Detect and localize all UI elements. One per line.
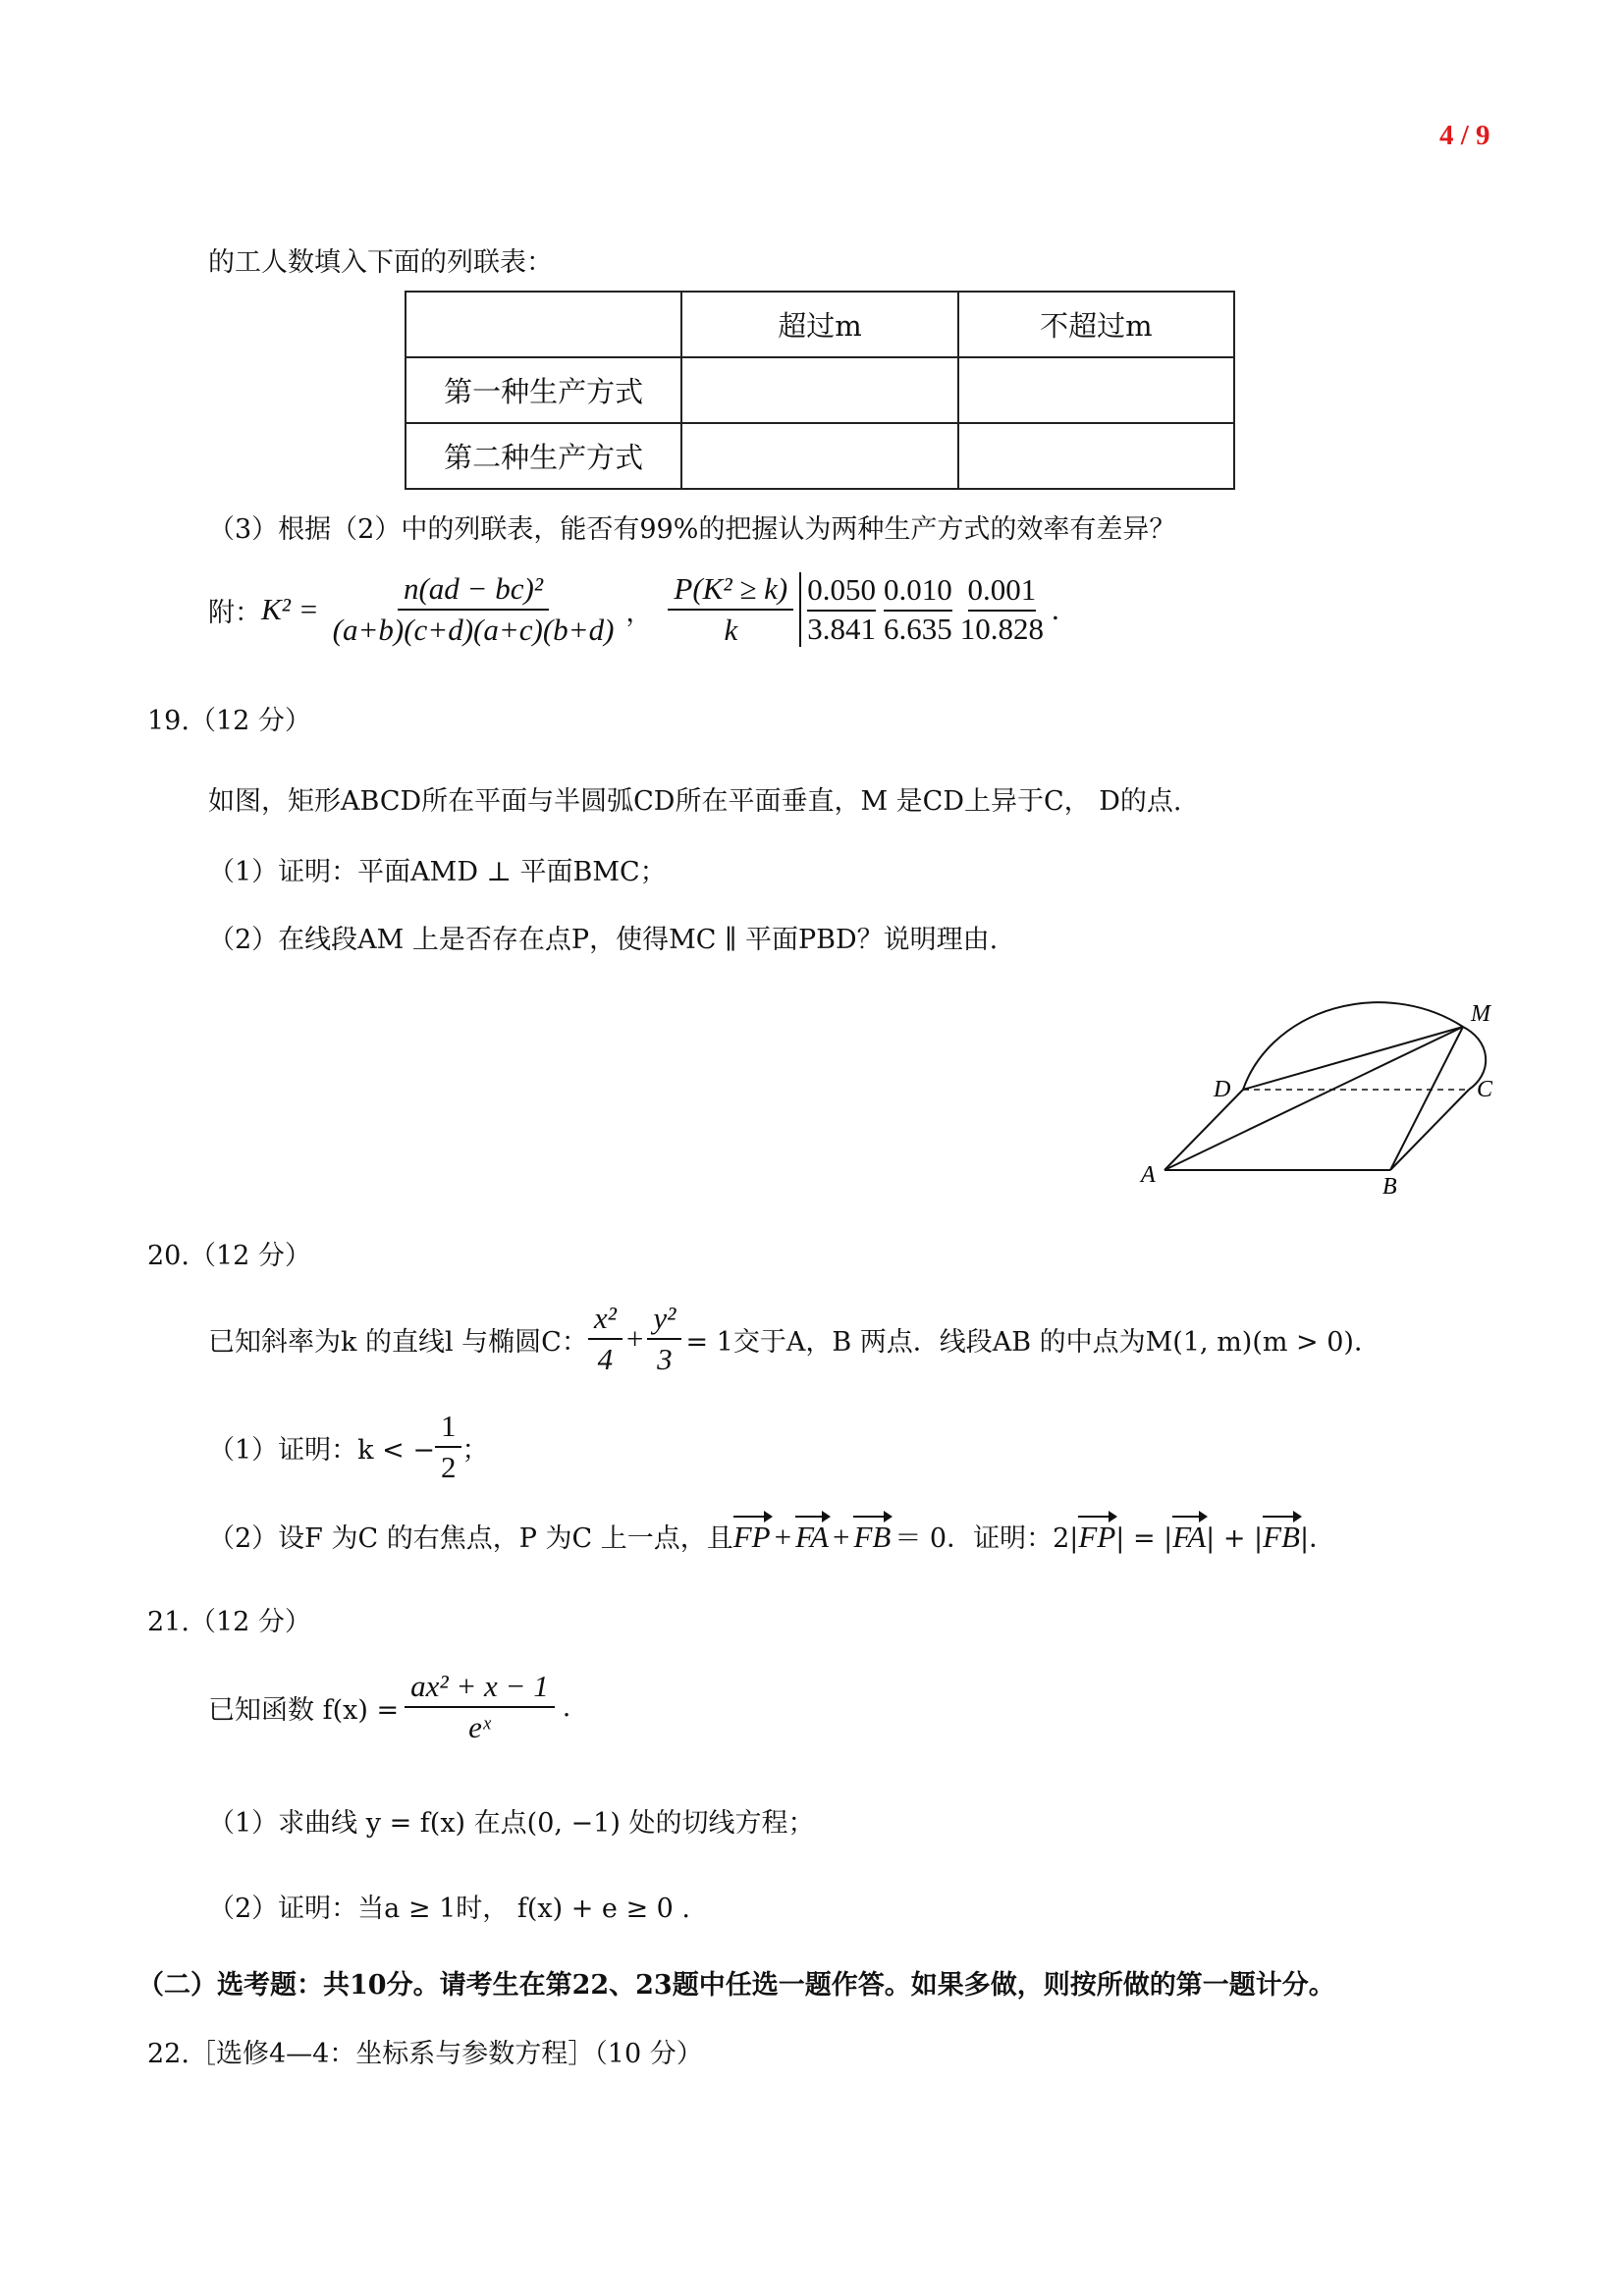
label-a: A	[1141, 1162, 1156, 1188]
q20-part2-eq: ＝ 0．证明：2|	[894, 1523, 1079, 1554]
q20-part2-mid: | = |	[1115, 1523, 1173, 1554]
edge-am	[1164, 1027, 1463, 1170]
vector-fa: FA	[1172, 1520, 1207, 1554]
half-fraction	[435, 1409, 462, 1485]
geometry-figure	[1129, 972, 1502, 1207]
q20-stem-a: 已知斜率为k 的直线l 与椭圆C：	[208, 1326, 588, 1358]
table-cell: 第一种生产方式	[406, 357, 681, 423]
k-label: k	[724, 613, 738, 647]
q20-part2-mid2: | + |	[1206, 1523, 1264, 1554]
vector-fb: FB	[1263, 1520, 1300, 1554]
vector-fp: FP	[1078, 1520, 1116, 1554]
table-header-cell	[406, 292, 681, 357]
q21-heading: 21.（12 分）	[147, 1607, 311, 1637]
p-value: 0.050	[807, 572, 876, 612]
q20-stem-b: = 1交于A，B 两点．线段AB 的中点为M(1, m)(m > 0)．	[685, 1326, 1380, 1358]
appendix-label: 附：	[208, 597, 261, 628]
vector-fb: FB	[853, 1520, 892, 1554]
table-row	[406, 423, 1234, 489]
q21-stem-b: .	[562, 1691, 571, 1723]
edge-ad	[1164, 1090, 1243, 1170]
q20-part1	[208, 1409, 488, 1485]
edge-bc	[1390, 1090, 1469, 1170]
appendix-end: .	[1052, 592, 1059, 626]
table-cell	[958, 357, 1234, 423]
q20-heading: 20.（12 分）	[147, 1241, 311, 1271]
k2-lhs: K² =	[261, 592, 319, 626]
x-den: 4	[597, 1342, 614, 1376]
q19-part2: （2）在线段AM 上是否存在点P，使得MC ∥ 平面PBD？说明理由.	[208, 925, 999, 955]
critical-value-col	[807, 572, 876, 647]
q19-heading: 19.（12 分）	[147, 706, 311, 736]
k-value: 6.635	[884, 612, 952, 646]
table-cell	[681, 357, 957, 423]
q20-part2	[208, 1517, 1335, 1555]
critical-value-col	[884, 572, 952, 647]
table-row	[406, 357, 1234, 423]
f-fraction	[405, 1669, 555, 1745]
k-value: 3.841	[807, 612, 876, 646]
half-num: 1	[435, 1409, 462, 1448]
label-d: D	[1214, 1077, 1231, 1102]
q19-stem: 如图，矩形ABCD所在平面与半圆弧CD所在平面垂直，M 是CD上异于C， D的点.	[208, 786, 1182, 817]
q21-part1: （1）求曲线 y = f(x) 在点(0, −1) 处的切线方程；	[208, 1808, 815, 1839]
p-value: 0.001	[968, 572, 1037, 612]
q18-part3: （3）根据（2）中的列联表，能否有99%的把握认为两种生产方式的效率有差异？	[208, 514, 1176, 545]
q20-stem	[208, 1301, 1380, 1377]
appendix-sep: ，	[625, 597, 653, 628]
x-fraction	[588, 1301, 623, 1377]
label-c: C	[1477, 1077, 1493, 1102]
y-den: 3	[657, 1342, 673, 1376]
contingency-table	[405, 291, 1235, 490]
k2-numerator: n(ad − bc)²	[398, 571, 549, 611]
label-b: B	[1382, 1174, 1397, 1200]
edge-bm	[1390, 1027, 1463, 1170]
table-cell	[681, 423, 957, 489]
q21-part2: （2）证明：当a ≥ 1时， f(x) + e ≥ 0 .	[208, 1894, 691, 1924]
appendix-formula	[208, 571, 1059, 648]
f-den: eˣ	[468, 1710, 491, 1744]
plus-sign: +	[774, 1520, 792, 1554]
k2-denominator: (a+b)(c+d)(a+c)(b+d)	[332, 613, 615, 647]
semicircle-arc	[1243, 1002, 1463, 1090]
plus-sign: +	[832, 1520, 850, 1554]
half-den: 2	[440, 1450, 457, 1484]
k-value: 10.828	[959, 612, 1044, 646]
optional-section-heading: （二）选考题：共10分。请考生在第22、23题中任选一题作答。如果多做，则按所做的第一题计分。	[137, 1970, 1335, 2001]
table-cell	[958, 423, 1234, 489]
x-num: x²	[588, 1301, 623, 1340]
q20-part2-end: |．	[1300, 1523, 1336, 1554]
plus-sign: +	[625, 1321, 644, 1356]
vector-fa: FA	[795, 1520, 829, 1554]
pk-fraction	[668, 571, 793, 648]
q19-part1: （1）证明：平面AMD ⊥ 平面BMC；	[208, 857, 667, 887]
f-num: ax² + x − 1	[405, 1669, 555, 1708]
critical-values-table	[799, 572, 1052, 647]
label-m: M	[1471, 1001, 1490, 1027]
q20-part2-a: （2）设F 为C 的右焦点，P 为C 上一点，且	[208, 1523, 733, 1554]
y-fraction	[647, 1301, 681, 1377]
page-number: 4 / 9	[1439, 120, 1490, 151]
table-header-cell: 超过m	[681, 292, 957, 357]
q21-stem-a: 已知函数 f(x) =	[208, 1694, 400, 1726]
p-value: 0.010	[884, 572, 952, 612]
q20-part1-a: （1）证明：k < −	[208, 1434, 435, 1466]
y-num: y²	[647, 1301, 681, 1340]
k2-fraction	[327, 571, 621, 648]
table-cell: 第二种生产方式	[406, 423, 681, 489]
q22-heading: 22.［选修4—4：坐标系与参数方程］（10 分）	[147, 2039, 703, 2069]
q18-intro: 的工人数填入下面的列联表：	[208, 247, 553, 278]
vector-fp: FP	[732, 1520, 771, 1554]
critical-value-col	[960, 572, 1044, 647]
p-label: P(K² ≥ k)	[668, 571, 793, 611]
q21-stem	[208, 1669, 570, 1745]
table-header-row	[406, 292, 1234, 357]
table-header-cell: 不超过m	[958, 292, 1234, 357]
q20-part1-b: ；	[461, 1434, 489, 1466]
